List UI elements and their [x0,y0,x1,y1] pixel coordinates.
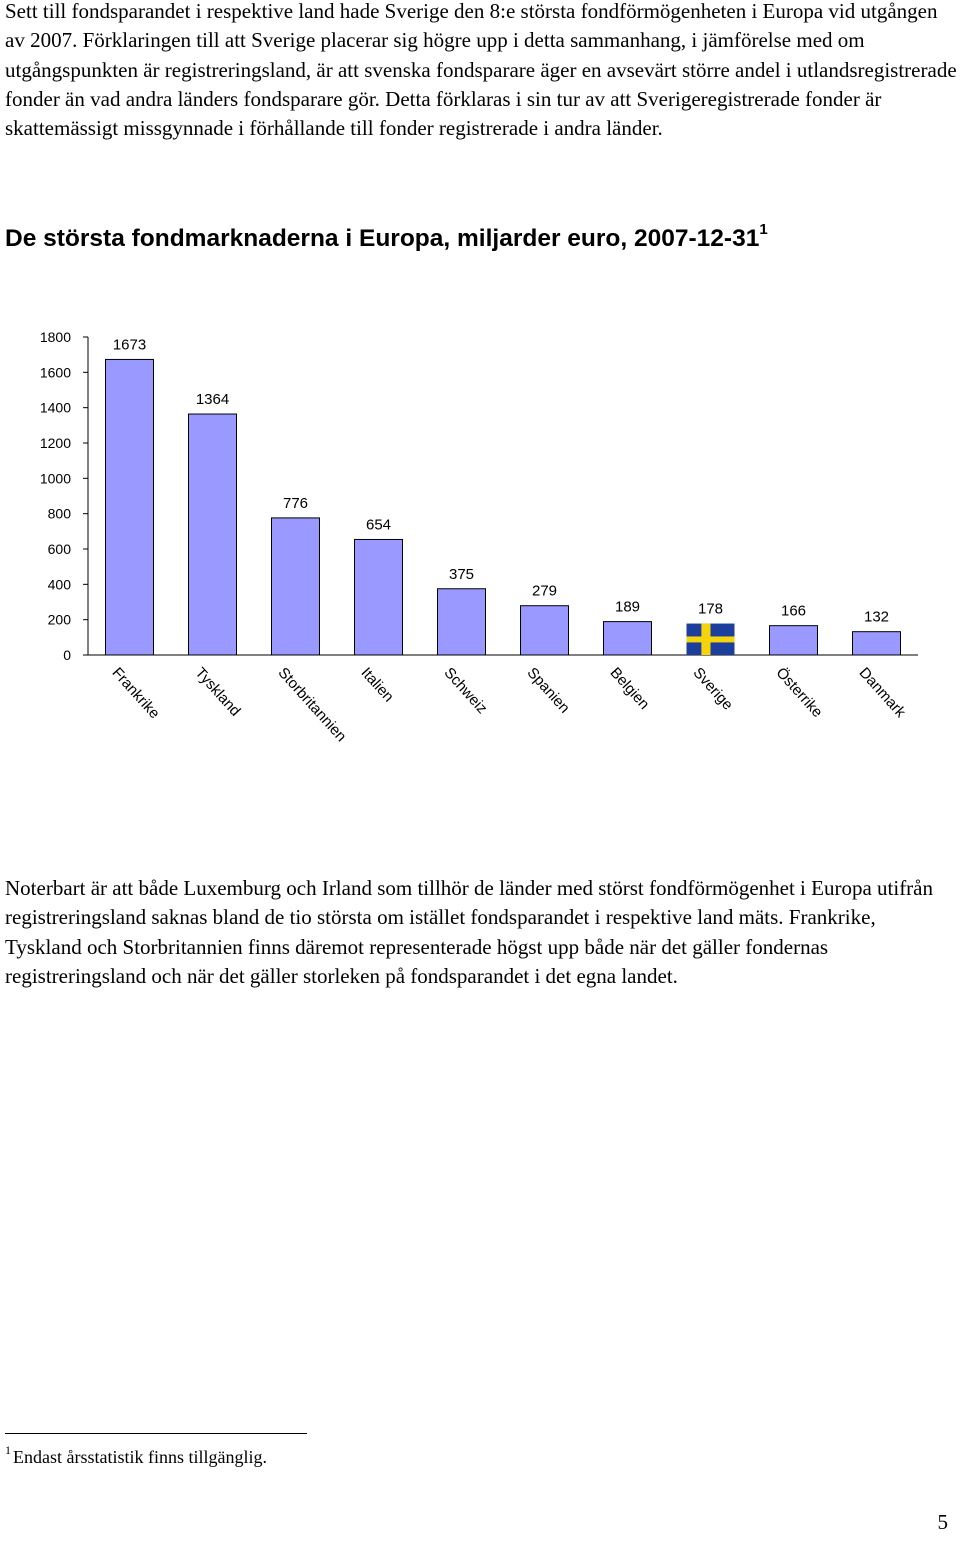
intro-paragraph: Sett till fondsparandet i respektive land hade Sverige den 8:e största fondförmögenheten i Europa vid utgången av 2007. Förklaringen till att Sverige placerar sig högre upp i detta sammanhang, i jämförelse med om utgångspunkten är registreringsland, är att svenska fondsparare äger en avsevärt större andel i utlandsregistrerade fonder än vad andra länders fondsparare gör. Detta förklaras i sin tur av att Sverigeregistrerade fonder är skattemässigt missgynnade i förhållande till fonder registrerade i andra länder. [5,0,957,141]
data-label: 189 [614,598,641,616]
footnote-marker: 1 [5,1443,11,1457]
data-label: 1364 [195,391,230,409]
y-tick-label: 200 [47,611,71,628]
category-label: Sverige [689,664,737,714]
category-label: Tyskland [191,664,244,720]
sweden-flag-cross-horizontal [687,636,735,642]
footnote [5,1445,267,1468]
closing-paragraph: Noterbart är att både Luxemburg och Irland som tillhör de länder med störst fondförmögenhet i Europa utifrån registreringsland saknas bland de tio största om istället fondsparandet i respektive land mäts. Frankrike, Tyskland och Storbritannien finns däremot representerade högst upp både när det gäller fondernas registreringsland och när det gäller storleken på fondsparandet i det egna landet. [5,876,933,988]
bar-chart [0,300,960,760]
bar [521,606,569,655]
data-label: 132 [863,608,890,626]
category-label: Italien [357,664,397,706]
y-tick-label: 600 [47,541,71,557]
y-tick-label: 1800 [39,329,71,345]
bar [853,632,901,655]
data-label: 178 [697,600,724,618]
category-label: Österrike [772,664,826,721]
data-label: 776 [282,494,309,512]
y-tick-label: 400 [47,576,71,593]
y-tick-label: 1000 [39,470,71,487]
y-tick-label: 1400 [39,399,71,416]
data-label: 166 [780,602,807,620]
data-label: 279 [531,582,558,600]
category-label: Spanien [523,664,574,717]
bar [438,589,486,655]
data-label: 1673 [112,336,147,354]
y-tick-label: 1200 [39,435,71,451]
bar [106,359,154,655]
y-tick-label: 0 [63,647,71,663]
category-label: Belgien [606,664,653,713]
page-number: 5 [937,1510,948,1534]
category-label: Schweiz [440,664,491,718]
footnote-separator [5,1433,307,1434]
category-label: Frankrike [108,664,163,723]
chart-title-footnote-ref: 1 [759,221,768,238]
data-label: 654 [365,516,392,534]
footnote-text: Endast årsstatistik finns tillgänglig. [13,1447,267,1467]
bar [189,414,237,655]
bar [770,626,818,655]
category-label: Danmark [855,664,909,721]
bar [272,518,320,655]
y-tick-label: 800 [47,505,71,522]
y-tick-label: 1600 [39,364,71,381]
category-label: Storbritannien [274,664,350,746]
chart-title-text: De största fondmarknaderna i Europa, miljarder euro, 2007-12-31 [5,225,760,253]
bar [604,622,652,655]
chart-title [5,221,768,253]
bar [355,539,403,655]
data-label: 375 [448,565,475,583]
